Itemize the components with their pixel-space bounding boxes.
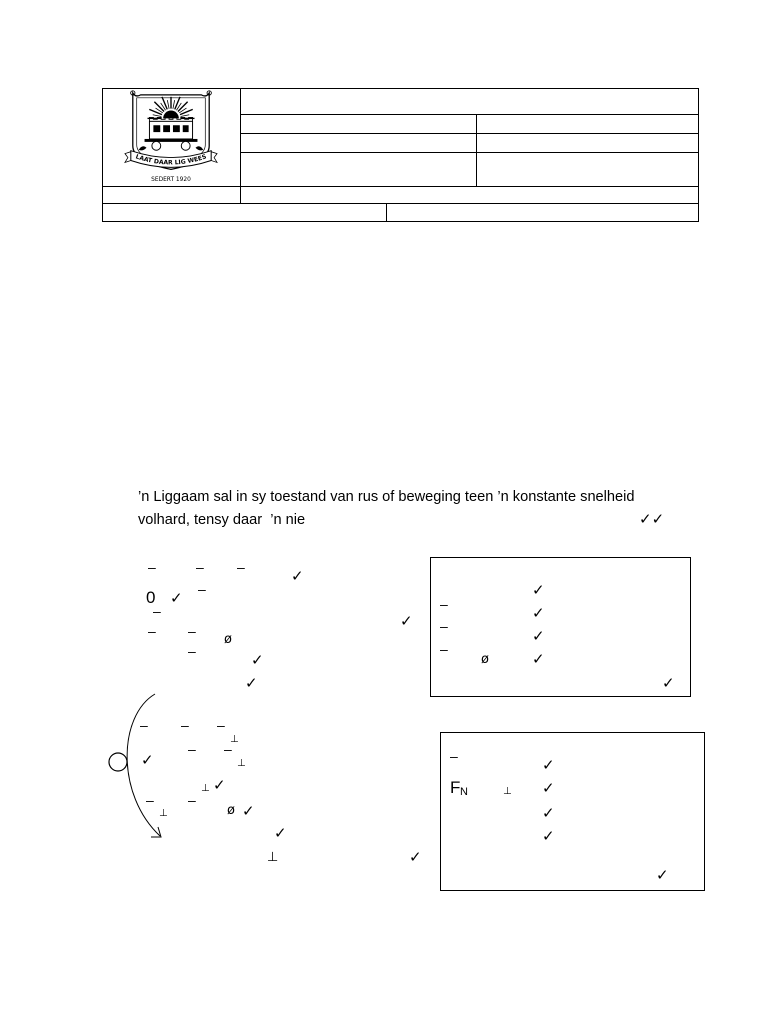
dash-mark: – [450,748,458,764]
header-table [102,88,699,222]
check-mark: ✓ [242,802,255,820]
dash-mark: – [188,643,196,659]
school-crest-logo [103,89,239,185]
dash-mark: – [237,559,245,575]
header-cell-5a [103,187,241,204]
perp-symbol: ⊥ [230,734,239,745]
answer-box-1 [430,557,691,697]
dash-mark: – [196,559,204,575]
dash-mark: – [148,623,156,639]
phi-symbol: ø [481,652,489,667]
check-mark: ✓ [542,756,555,774]
perp-symbol: ⊥ [159,808,168,819]
dash-mark: – [188,623,196,639]
circle-marker [109,753,127,771]
arrow-head [151,827,161,837]
dash-mark: – [217,717,225,733]
dash-mark: – [440,618,448,634]
statement-line-1: ’n Liggaam sal in sy toestand van rus of beweging teen ’n konstante snelheid [138,489,635,505]
header-cell-6a [103,204,387,222]
header-cell-title [241,89,699,115]
crest-motto: LAAT DAAR LIG WEES [134,153,208,167]
phi-symbol: ø [224,632,232,647]
header-cell-2a [241,115,477,134]
check-mark: ✓ [532,627,545,645]
perp-symbol: ⊥ [503,786,512,797]
perp-symbol: ⊥ [237,758,246,769]
dash-mark: – [188,792,196,808]
header-cell-4a [241,153,477,187]
check-mark: ✓ [213,776,226,794]
normal-force-subscript: N [460,786,468,798]
check-mark: ✓ [542,827,555,845]
perp-symbol: ⊥ [267,850,279,865]
dash-mark: – [188,741,196,757]
dash-mark: – [146,792,154,808]
phi-symbol: ø [227,803,235,818]
check-mark: ✓ [170,589,183,607]
dash-mark: – [440,596,448,612]
check-mark: ✓ [532,604,545,622]
dash-mark: – [224,741,232,757]
statement-check-marks: ✓✓ [639,510,665,528]
dash-mark: – [198,581,206,597]
check-mark: ✓ [532,650,545,668]
check-mark: ✓ [141,751,154,769]
check-mark: ✓ [532,581,545,599]
header-cell-3a [241,134,477,153]
check-mark: ✓ [656,866,669,884]
dash-mark: – [440,641,448,657]
header-cell-4b [477,153,699,187]
logo-cell [103,89,241,187]
check-mark: ✓ [662,674,675,692]
header-cell-3b [477,134,699,153]
header-cell-2b [477,115,699,134]
check-mark: ✓ [542,779,555,797]
zero-value: 0 [146,588,156,607]
check-mark: ✓ [251,651,264,669]
dash-mark: – [153,603,161,619]
header-cell-5b [241,187,699,204]
header-cell-6b [387,204,699,222]
perp-symbol: ⊥ [201,783,210,794]
check-mark: ✓ [400,612,413,630]
check-mark: ✓ [291,567,304,585]
normal-force-symbol: F [450,778,461,797]
dash-mark: – [140,717,148,733]
check-mark: ✓ [409,848,422,866]
check-mark: ✓ [245,674,258,692]
check-mark: ✓ [542,804,555,822]
statement-line-2: volhard, tensy daar ’n nie [138,512,306,528]
check-mark: ✓ [274,824,287,842]
crest-since-text: SEDERT 1920 [151,177,191,184]
dash-mark: – [148,559,156,575]
dash-mark: – [181,717,189,733]
